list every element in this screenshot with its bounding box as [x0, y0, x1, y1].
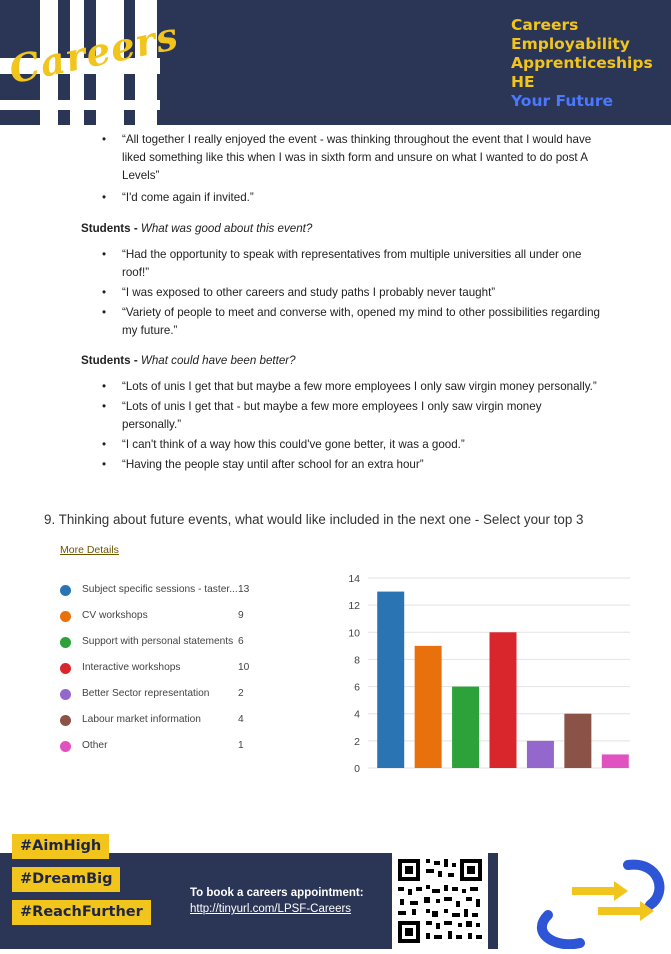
- legend-label: Support with personal statements: [82, 636, 234, 647]
- header-stripe: [0, 100, 160, 110]
- legend-label: CV workshops: [82, 610, 148, 621]
- booking-link[interactable]: http://tinyurl.com/LPSF-Careers: [190, 903, 352, 915]
- legend-label: Interactive workshops: [82, 662, 181, 673]
- bar: [564, 714, 591, 768]
- bar: [527, 741, 554, 768]
- list-item: • “Lots of unis I get that but maybe a few more employees I only saw virgin money personally.”: [0, 378, 602, 396]
- legend-item: [60, 584, 260, 610]
- legend-item: [60, 688, 260, 714]
- y-tick-label: 2: [354, 735, 360, 748]
- legend-swatch: [60, 689, 71, 700]
- section-heading-good: [81, 220, 312, 238]
- y-tick-label: 14: [348, 573, 360, 585]
- legend-count: 13: [238, 584, 250, 595]
- list-item: • “Having the people stay until after school for an extra hour”: [0, 456, 602, 474]
- list-item: • “I can't think of a way how this could've gone better, it was a good.”: [0, 436, 602, 454]
- bar: [415, 646, 442, 768]
- question-title: 9. Thinking about future events, what would like included in the next one - Select your top 3: [44, 512, 584, 527]
- bar: [602, 754, 629, 768]
- legend-count: 2: [238, 688, 244, 699]
- y-tick-label: 6: [354, 681, 360, 694]
- bar: [452, 687, 479, 768]
- qr-code-icon[interactable]: [392, 853, 488, 949]
- section-who: Students -: [81, 222, 141, 235]
- legend-item: [60, 740, 260, 766]
- list-item: • “Had the opportunity to speak with representatives from multiple universities all under one roof!”: [0, 246, 602, 282]
- bar: [490, 632, 517, 768]
- y-tick-label: 4: [354, 708, 360, 721]
- good-bullet-list: [0, 246, 602, 340]
- bar: [377, 592, 404, 768]
- section-question: What could have been better?: [140, 354, 296, 367]
- chart-legend: [60, 584, 260, 766]
- section-question: What was good about this event?: [140, 222, 313, 235]
- hashtag-dreambig: #DreamBig: [12, 867, 120, 892]
- legend-item: [60, 636, 260, 662]
- y-tick-label: 0: [354, 763, 360, 775]
- list-item: • “All together I really enjoyed the event - was thinking throughout the event that I would have liked something like this when I was in sixth form and unsure on what I wanted to do post A Levels”: [0, 131, 602, 185]
- header-item: HE: [511, 73, 535, 91]
- more-details-link[interactable]: More Details: [60, 544, 119, 556]
- legend-label: Labour market information: [82, 714, 201, 725]
- y-tick-label: 12: [348, 600, 360, 613]
- list-item: • “I was exposed to other careers and study paths I probably never taught”: [0, 284, 602, 302]
- legend-swatch: [60, 585, 71, 596]
- better-bullet-list: [0, 378, 602, 474]
- header-heading-list: [511, 16, 653, 111]
- legend-item: [60, 662, 260, 688]
- list-item: • “Variety of people to meet and converse with, opened my mind to other possibilities regarding my future.”: [0, 304, 602, 340]
- header-item: Careers: [511, 16, 579, 34]
- legend-swatch: [60, 741, 71, 752]
- header-item: Apprenticeships: [511, 54, 653, 72]
- top-bullet-list: [0, 131, 602, 207]
- header-item: Employability: [511, 35, 630, 53]
- legend-label: Better Sector representation: [82, 688, 210, 699]
- y-tick-label: 10: [348, 627, 360, 640]
- legend-swatch: [60, 637, 71, 648]
- section-heading-better: [81, 352, 296, 370]
- legend-count: 1: [238, 740, 244, 751]
- careers-script-logo: Careers: [5, 12, 183, 93]
- bar-chart: [338, 570, 638, 780]
- y-tick-label: 8: [354, 654, 360, 667]
- legend-count: 10: [238, 662, 250, 673]
- legend-count: 9: [238, 610, 244, 621]
- legend-swatch: [60, 663, 71, 674]
- legend-item: [60, 610, 260, 636]
- list-item: • “I'd come again if invited.”: [0, 189, 602, 207]
- list-item: • “Lots of unis I get that - but maybe a few more employees I only saw virgin money personally.”: [0, 398, 602, 434]
- legend-swatch: [60, 611, 71, 622]
- legend-count: 6: [238, 636, 244, 647]
- legend-label: Subject specific sessions - taster...: [82, 584, 238, 595]
- arrow-icon: [572, 887, 616, 895]
- legend-item: [60, 714, 260, 740]
- legend-count: 4: [238, 714, 244, 725]
- booking-info: [190, 885, 364, 917]
- booking-text: To book a careers appointment:: [190, 887, 364, 899]
- legend-swatch: [60, 715, 71, 726]
- page-header: [0, 0, 671, 125]
- hashtag-reachfurther: #ReachFurther: [12, 900, 151, 925]
- arrow-icon: [598, 907, 642, 915]
- header-accent-item: Your Future: [511, 92, 613, 110]
- legend-label: Other: [82, 740, 108, 751]
- hashtag-aimhigh: #AimHigh: [12, 834, 109, 859]
- section-who: Students -: [81, 354, 141, 367]
